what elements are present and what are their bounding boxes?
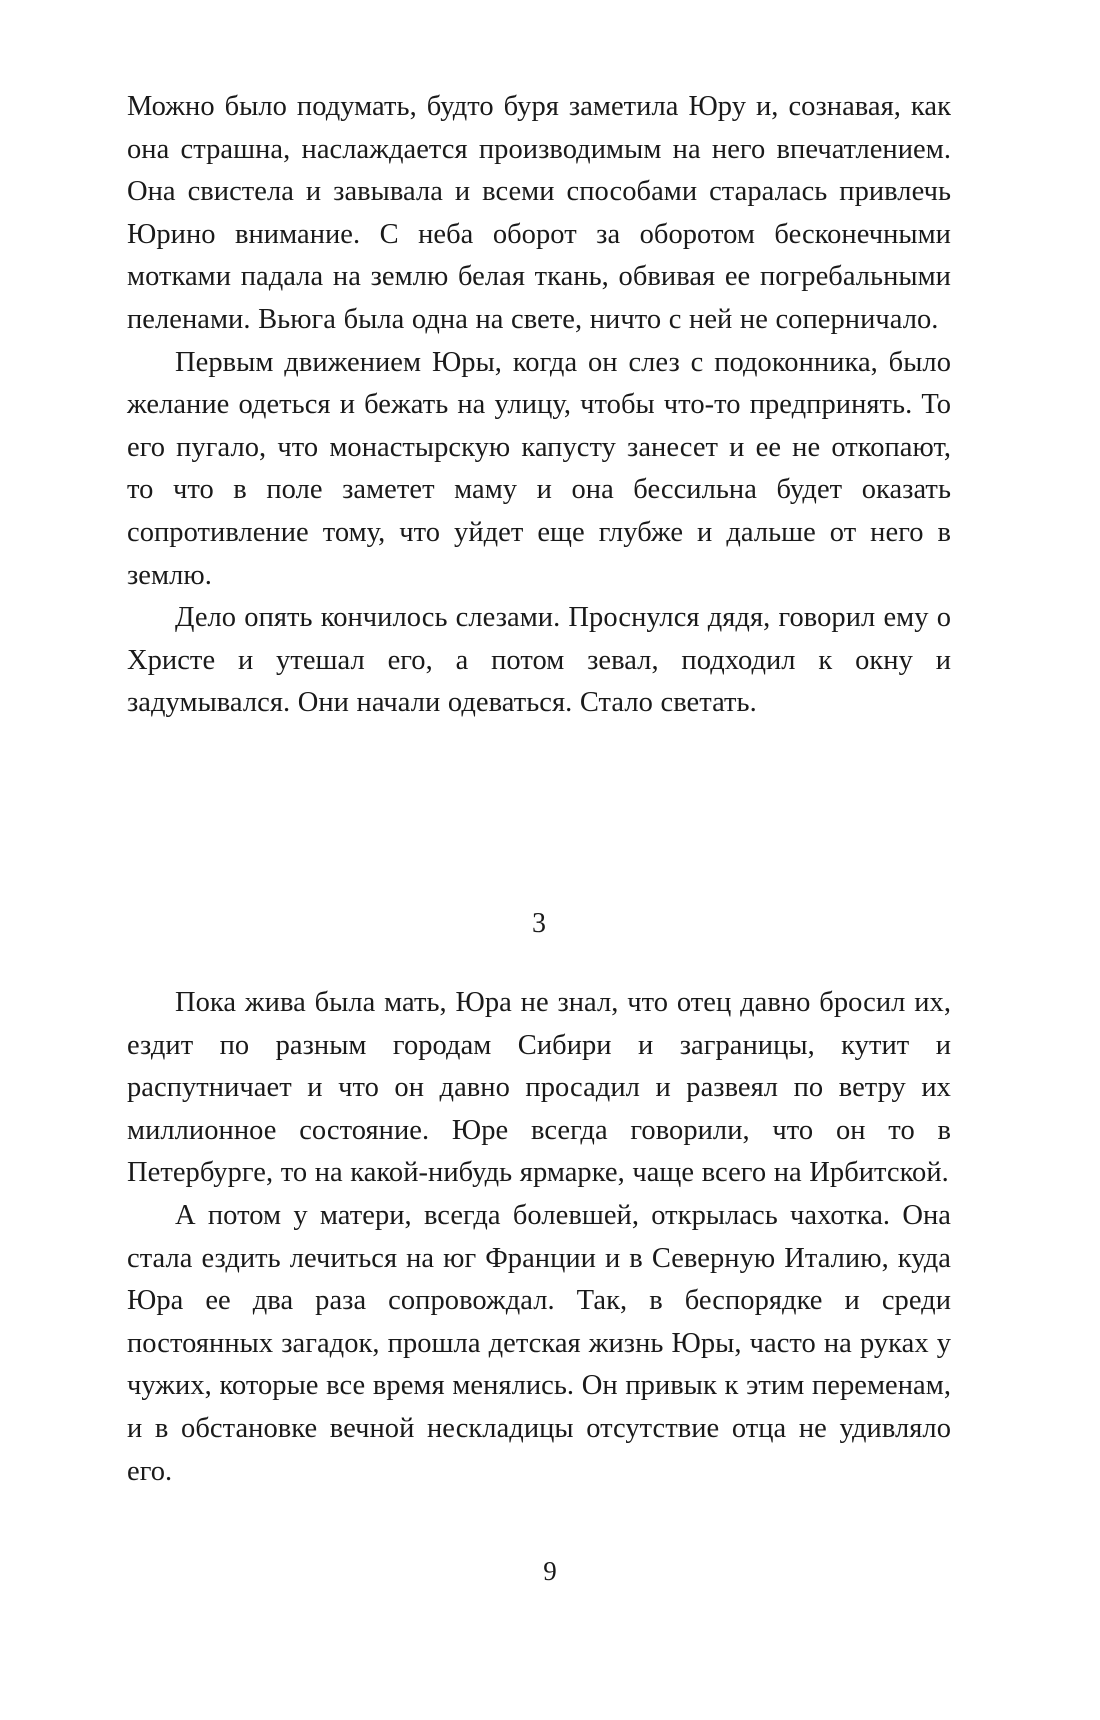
paragraph-3: Дело опять кончилось слезами. Проснулся дядя, говорил ему о Христе и утешал его, а потом зевал, подходил к окну и задумывался. Они начали одеваться. Стало светать. [127, 602, 951, 719]
text-column [127, 86, 951, 1487]
section-3-body [127, 982, 951, 1493]
paragraph-5: А потом у матери, всегда болевшей, открылась чахотка. Она стала ездить лечиться на юг Франции и в Северную Италию, куда Юра ее два раза сопровождал. Так, в беспорядке и среди постоянных загадок, прошла детская жизнь Юры, часто на руках у чужих, которые все время менялись. Он привык к этим переменам, и в обстановке вечной нескладицы отсутствие отца не удивляло его. [127, 1199, 951, 1487]
page-number: 9 [543, 1556, 557, 1586]
section-heading-number: 3 [532, 908, 546, 939]
paragraph-1: Можно было подумать, будто буря заметила Юру и, сознавая, как она страшна, наслаждается производимым на него впечатлением. Она свистела и завывала и всеми способами старалась привлечь Юрино внимание. С неба оборот за оборотом бесконечными мотками падала на землю белая ткань, обвивая ее погребальными пеленами. Вьюга была одна на свете, ничто с ней не соперничало. [127, 91, 951, 335]
paragraph-2: Первым движением Юры, когда он слез с подоконника, было желание одеться и бежать на улицу, чтобы что-то предпринять. То его пугало, что монастырскую капусту занесет и ее не откопают, то что в поле заметет маму и она бессильна будет оказать сопротивление тому, что уйдет еще глубже и дальше от него в землю. [127, 346, 951, 591]
paragraph-4: Пока жива была мать, Юра не знал, что отец давно бросил их, ездит по разным городам Сибири и заграницы, кутит и распутничает и что он давно просадил и развеял по ветру их миллионное состояние. Юре всегда говорили, что он то в Петербурге, то на какой-нибудь ярмарке, чаще всего на Ирбитской. [127, 987, 951, 1189]
